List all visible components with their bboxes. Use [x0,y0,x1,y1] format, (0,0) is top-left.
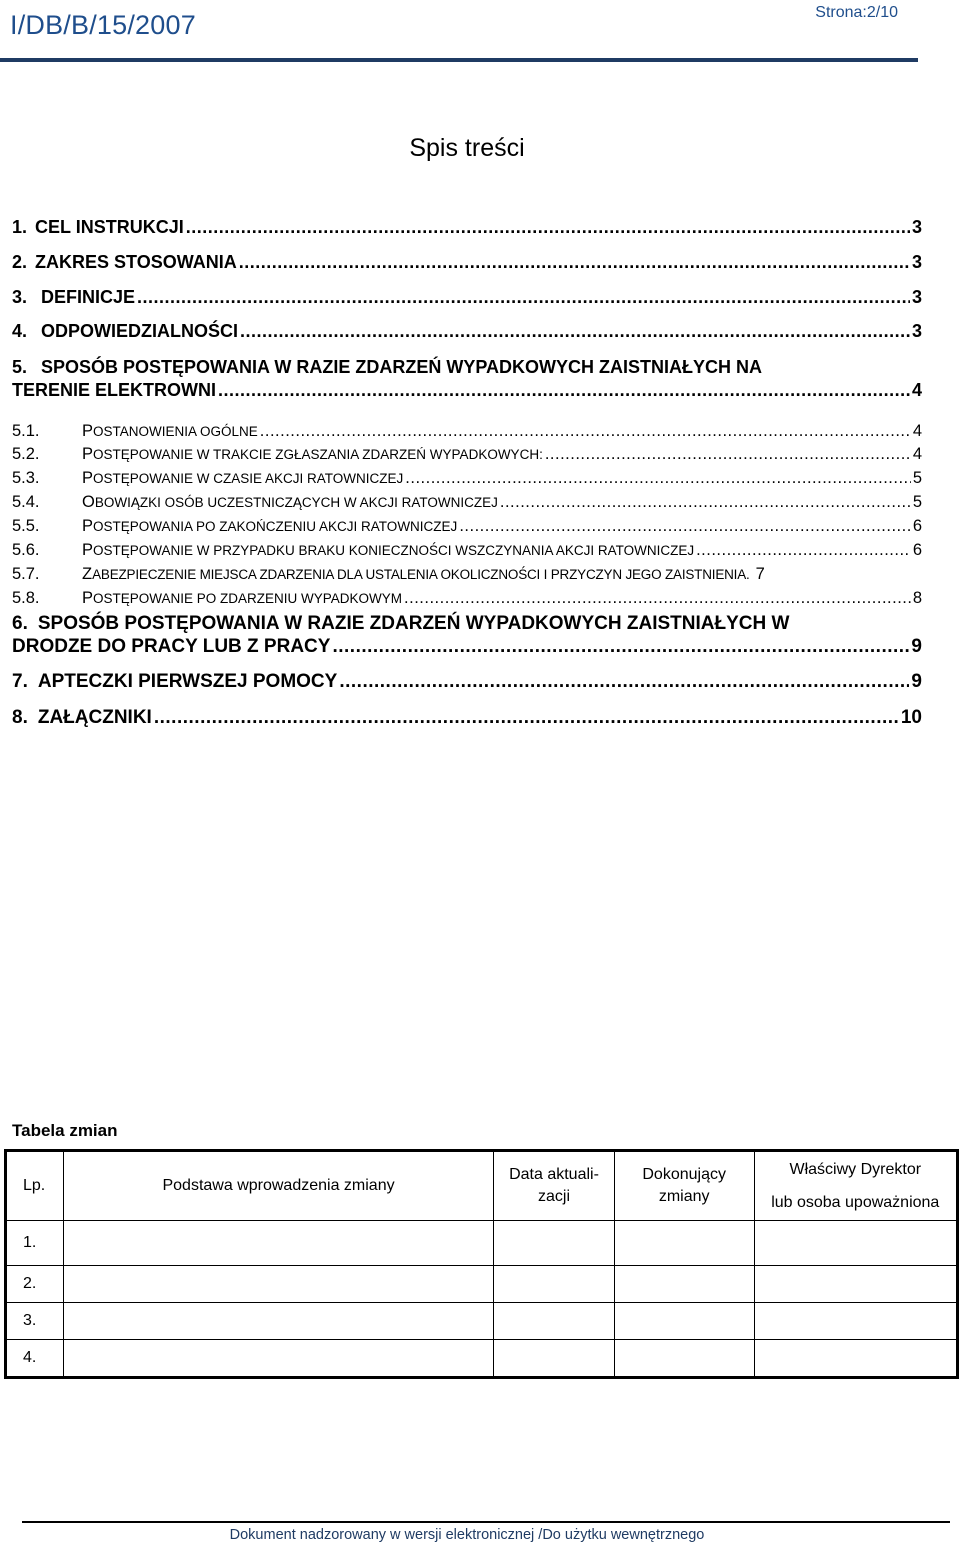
toc-number: 4. [12,321,28,341]
header-rule [0,58,918,62]
toc-leader [137,287,910,308]
table-cell[interactable] [494,1221,615,1266]
toc-entry[interactable] [12,541,922,560]
table-cell[interactable] [614,1266,754,1303]
toc-page: 4 [912,445,922,463]
toc-title: Spis treści [409,134,525,162]
toc-title-text: SPOSÓB POSTĘPOWANIA W RAZIE ZDARZEŃ WYPADKOWYCH ZAISTNIAŁYCH NA [41,357,763,377]
table-cell[interactable] [63,1340,493,1378]
toc-leader [240,321,910,342]
table-cell[interactable] [494,1340,615,1378]
toc-page: 3 [911,321,922,341]
toc-leader [696,541,911,560]
table-cell[interactable] [614,1303,754,1340]
toc-number: 5.3. [12,469,40,487]
toc-leader [405,469,911,488]
toc-title-text: OSTĘPOWANIE PO ZDARZENIU WYPADKOWYM [93,591,403,606]
table-cell[interactable] [494,1266,615,1303]
toc-title-text: BOWIĄZKI OSÓB UCZESTNICZĄCYCH W AKCJI RATOWNICZEJ [94,495,498,510]
toc-page: 6 [912,517,922,535]
toc-leader [459,517,911,536]
toc-number: 5.4. [12,493,40,511]
toc-entry[interactable] [12,493,922,512]
table-row [6,1303,958,1340]
page-number: Strona:2/10 [815,4,898,21]
toc-title-text: OSTANOWIENIA OGÓLNE [93,424,258,439]
toc-leader [332,636,909,658]
toc-number: 5.6. [12,541,40,559]
toc-entry[interactable] [12,287,922,308]
toc-entry[interactable] [12,517,922,536]
header-date-line2: zacji [538,1188,571,1205]
toc-title-text: ABEZPIECZENIE MIEJSCA ZDARZENIA DLA USTALENIA OKOLICZNOŚCI I PRZYCZYN JEGO ZAISTNIENIA. [92,567,750,582]
toc-title-text: OSTĘPOWANIE W TRAKCIE ZGŁASZANIA ZDARZEŃ WYPADKOWYCH: [93,447,543,462]
toc-leader [260,422,911,441]
toc-leader [404,589,911,608]
table-cell[interactable] [754,1221,957,1266]
table-cell[interactable] [614,1340,754,1378]
toc-leader [239,252,910,273]
toc-number: 5. [12,357,28,377]
toc-entry[interactable] [12,613,922,658]
table-cell[interactable] [494,1303,615,1340]
toc-number: 5.5. [12,517,40,535]
toc-title-initial: P [82,445,94,463]
header-date [494,1151,615,1221]
table-row [6,1266,958,1303]
toc-title-initial: P [82,422,94,440]
row-number: 2. [6,1266,64,1303]
row-number: 1. [6,1221,64,1266]
toc-entry[interactable] [12,671,922,693]
toc-leader [500,493,911,512]
toc-title-text: APTECZKI PIERWSZEJ POMOCY [37,671,338,692]
toc-title-initial: P [82,589,94,607]
header-director-line1: Właściwy Dyrektor [789,1161,922,1178]
toc-number: 2. [12,252,28,272]
toc-page: 10 [900,707,922,728]
table-cell[interactable] [754,1303,957,1340]
row-number: 3. [6,1303,64,1340]
toc-title-initial: P [82,517,94,535]
table-cell[interactable] [754,1340,957,1378]
table-cell[interactable] [614,1221,754,1266]
toc-number: 5.8. [12,589,40,607]
toc-entry[interactable] [12,589,922,608]
toc-title-text: CEL INSTRUKCJI [35,217,184,237]
toc-page: 5 [912,469,922,487]
toc-page: 3 [911,252,922,272]
footer-note: Dokument nadzorowany w wersji elektronicznej /Do użytku wewnętrznego [229,1527,705,1543]
toc-number: 5.2. [12,445,40,463]
toc-page: 7 [755,565,765,583]
toc-number: 7. [12,671,28,692]
table-row [6,1340,958,1378]
toc-title-text: ZAKRES STOSOWANIA [35,252,237,272]
toc-title-text: OSTĘPOWANIE W CZASIE AKCJI RATOWNICZEJ [93,471,404,486]
toc-leader [218,380,910,401]
toc-leader [339,671,909,693]
toc-page: 9 [911,636,922,657]
toc-title-text: ZAŁĄCZNIKI [37,707,152,728]
table-header-row [6,1151,958,1221]
header-director [754,1151,957,1221]
toc-entry[interactable] [12,321,922,342]
toc-title-initial: Z [82,565,93,583]
row-number: 4. [6,1340,64,1378]
toc-number: 3. [12,287,28,307]
header-author [614,1151,754,1221]
toc-leader [154,707,899,729]
toc-entry[interactable] [12,422,922,441]
toc-page: 5 [912,493,922,511]
toc-number: 1. [12,217,28,237]
toc-title-initial: O [82,493,95,511]
toc-title-text: OSTĘPOWANIE W PRZYPADKU BRAKU KONIECZNOŚCI WSZCZYNANIA AKCJI RATOWNICZEJ [93,543,695,558]
toc-title-text: SPOSÓB POSTĘPOWANIA W RAZIE ZDARZEŃ WYPADKOWYCH ZAISTNIAŁYCH W [37,613,790,634]
toc-entry[interactable] [12,445,922,464]
table-cell[interactable] [63,1221,493,1266]
toc-title-text: DRODZE DO PRACY LUB Z PRACY [12,636,331,657]
footer-rule [22,1521,950,1523]
toc-page: 3 [911,217,922,237]
toc-entry[interactable] [12,252,922,273]
header-author-line2: zmiany [658,1188,710,1205]
toc-title-text: ODPOWIEDZIALNOŚCI [41,321,239,341]
toc-leader [545,445,911,464]
toc-entry[interactable] [12,357,922,401]
toc-page: 4 [912,422,922,440]
toc-title-initial: P [82,469,94,487]
toc-number: 5.7. [12,565,40,583]
header-director-line2: lub osoba upoważniona [771,1194,940,1211]
toc-entry[interactable] [12,707,922,729]
table-cell[interactable] [63,1303,493,1340]
toc-title-text: DEFINICJE [41,287,136,307]
toc-leader [186,217,910,238]
toc-number: 8. [12,707,28,728]
toc-page: 3 [911,287,922,307]
toc-title-initial: P [82,541,94,559]
toc-entry[interactable] [12,217,922,238]
table-cell[interactable] [754,1266,957,1303]
toc-title-text: TERENIE ELEKTROWNI [12,380,217,400]
toc-page: 4 [911,380,922,400]
toc-entry[interactable] [12,565,922,584]
changes-table-title: Tabela zmian [12,1121,118,1140]
toc-number: 6. [12,613,28,634]
header-date-line1: Data aktuali- [509,1166,599,1183]
changes-table [4,1149,959,1379]
header-basis: Podstawa wprowadzenia zmiany [63,1151,493,1221]
toc-entry[interactable] [12,469,922,488]
toc-title-text: OSTĘPOWANIA PO ZAKOŃCZENIU AKCJI RATOWNICZEJ [93,519,458,534]
table-cell[interactable] [63,1266,493,1303]
header-author-line1: Dokonujący [642,1166,726,1183]
table-row [6,1221,958,1266]
toc-page: 8 [912,589,922,607]
toc-page: 6 [912,541,922,559]
doc-code: I/DB/B/15/2007 [10,10,196,40]
toc-page: 9 [911,671,922,692]
header-lp: Lp. [6,1151,64,1221]
toc-number: 5.1. [12,422,40,440]
